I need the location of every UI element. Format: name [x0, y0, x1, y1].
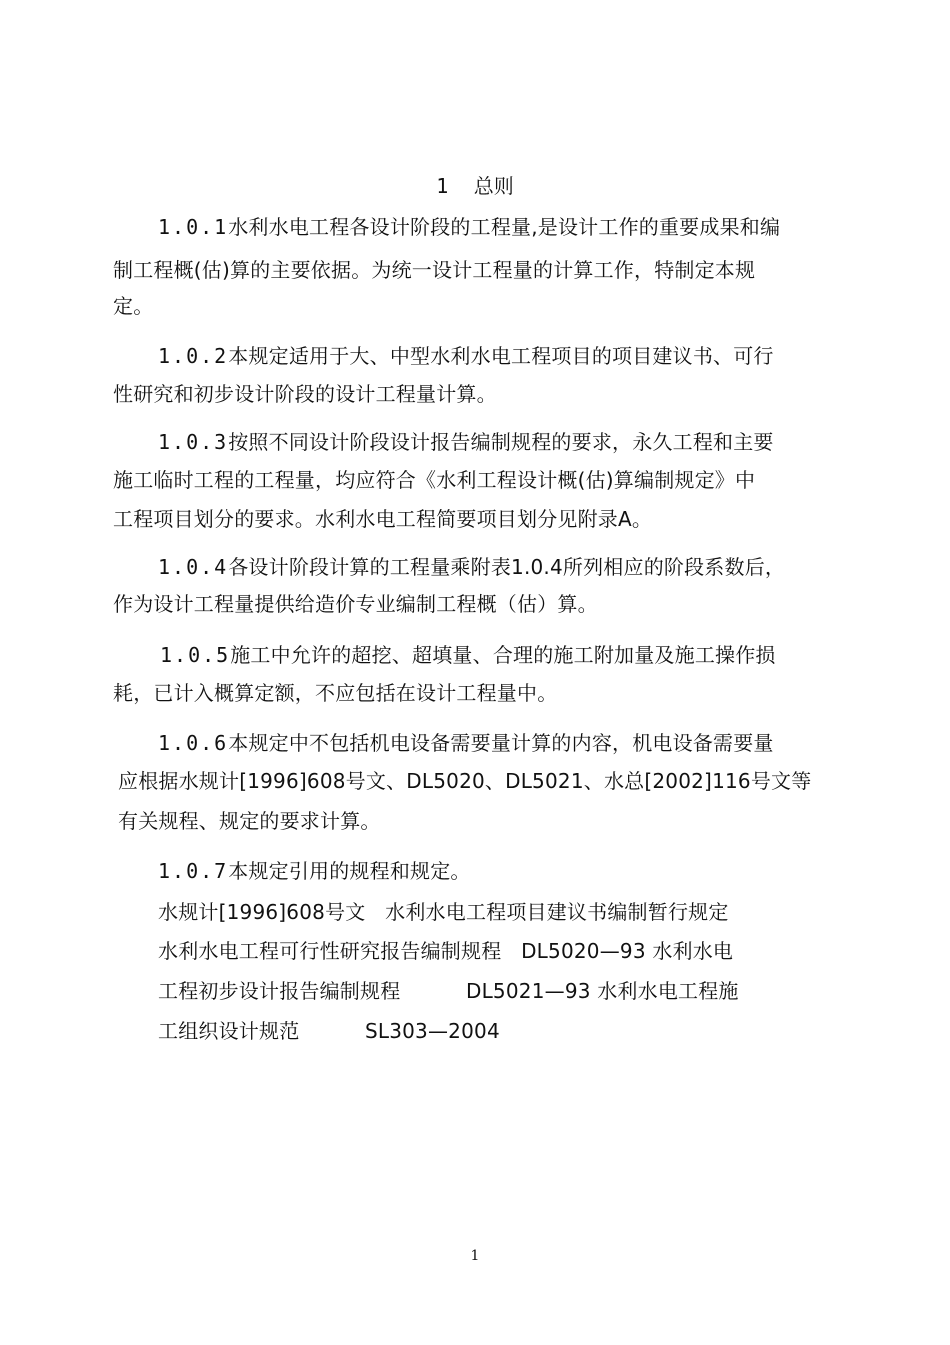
section-heading: 总则	[473, 174, 514, 198]
paragraph-line	[113, 380, 497, 408]
line-text: 本规定引用的规程和规定。	[228, 859, 471, 883]
paragraph-line	[113, 466, 755, 494]
line-text: 有关规程、规定的要求计算。	[118, 809, 381, 833]
paragraph-line	[113, 590, 598, 618]
reference-line	[158, 937, 733, 965]
line-text: 水利水电工程各设计阶段的工程量,是设计工作的重要成果和编	[228, 215, 781, 239]
line-text: 制工程概(估)算的主要依据。为统一设计工程量的计算工作，特制定本规	[113, 258, 756, 282]
line-text: 工组织设计规范 SL303—2004	[158, 1019, 500, 1043]
line-text: 施工中允许的超挖、超填量、合理的施工附加量及施工操作损	[230, 643, 776, 667]
line-text: 性研究和初步设计阶段的设计工程量计算。	[113, 382, 497, 406]
line-text: 水规计[1996]608号文 水利水电工程项目建议书编制暂行规定	[158, 900, 729, 924]
line-text: 施工临时工程的工程量，均应符合《水利工程设计概(估)算编制规定》中	[113, 468, 756, 492]
clause-number: 1.0.7	[158, 859, 229, 883]
paragraph-line	[113, 679, 557, 707]
line-text: 本规定中不包括机电设备需要量计算的内容，机电设备需要量	[228, 731, 774, 755]
clause-number: 1.0.3	[158, 430, 229, 454]
paragraph-line	[158, 213, 780, 241]
paragraph-line	[158, 729, 774, 757]
paragraph-line	[113, 505, 652, 533]
line-text: 按照不同设计阶段设计报告编制规程的要求，永久工程和主要	[228, 430, 774, 454]
line-text: 作为设计工程量提供给造价专业编制工程概（估）算。	[113, 592, 598, 616]
reference-line	[158, 898, 729, 926]
clause-number: 1.0.5	[160, 643, 231, 667]
paragraph-line	[158, 857, 471, 885]
clause-number: 1.0.1	[158, 215, 229, 239]
paragraph-line	[113, 292, 153, 320]
line-text: 工程初步设计报告编制规程 DL5021—93 水利水电工程施	[158, 979, 739, 1003]
clause-number: 1.0.4	[158, 555, 229, 579]
reference-line	[158, 977, 739, 1005]
line-text: 工程项目划分的要求。水利水电工程简要项目划分见附录A。	[113, 507, 653, 531]
clause-number: 1.0.2	[158, 344, 229, 368]
page-number: 1	[470, 1248, 480, 1264]
section-number: 1	[436, 174, 449, 198]
line-text: 本规定适用于大、中型水利水电工程项目的项目建议书、可行	[228, 344, 774, 368]
line-text: 水利水电工程可行性研究报告编制规程 DL5020—93 水利水电	[158, 939, 734, 963]
paragraph-line	[158, 428, 774, 456]
section-title	[0, 172, 950, 200]
line-text: 定。	[113, 294, 154, 318]
reference-line	[158, 1017, 500, 1045]
clause-number: 1.0.6	[158, 731, 229, 755]
paragraph-line	[160, 641, 776, 669]
paragraph-line	[158, 342, 774, 370]
paragraph-line	[118, 767, 811, 795]
line-text: 各设计阶段计算的工程量乘附表1.0.4所列相应的阶段系数后，	[228, 555, 786, 579]
line-text: 耗，已计入概算定额，不应包括在设计工程量中。	[113, 681, 558, 705]
paragraph-line	[113, 256, 755, 284]
paragraph-line	[158, 553, 785, 581]
paragraph-line	[118, 807, 381, 835]
line-text: 应根据水规计[1996]608号文、DL5020、DL5021、水总[2002]116号文等	[118, 769, 812, 793]
